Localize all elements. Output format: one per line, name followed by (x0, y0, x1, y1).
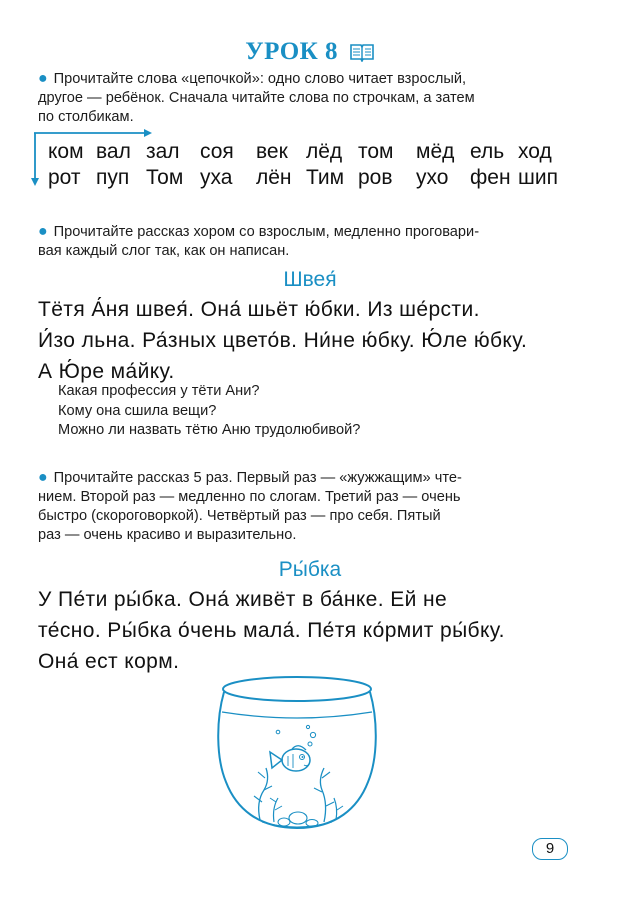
fish-bowl-illustration (212, 672, 382, 834)
word: том (358, 140, 394, 163)
lesson-title-text: УРОК 8 (245, 38, 339, 65)
bullet-icon: ● (38, 223, 48, 240)
word: лён (256, 166, 292, 189)
story-questions (58, 382, 360, 441)
word: пуп (96, 166, 130, 189)
bullet-icon: ● (38, 70, 48, 87)
question: Какая профессия у тёти Ани? (58, 383, 260, 399)
story-line: Тётя А́ня швея́. Она́ шьёт ю́бки. Из ше́рсти. (38, 298, 480, 321)
book-icon (349, 41, 375, 69)
task-instruction-1: ● Прочитайте слова «цепочкой»: одно слово читает взрослый, другое — ребёнок. Сначала читайте слова по строчкам, а затем по столбикам. (38, 70, 475, 125)
word: ход (518, 140, 552, 163)
story-line: те́сно. Ры́бка о́чень мала́. Пе́тя ко́рмит ры́бку. (38, 619, 505, 642)
word: Том (146, 166, 184, 189)
word: шип (518, 166, 558, 189)
story-title-rybka: Ры́бка (278, 558, 342, 581)
story-line: И́зо льна. Ра́зных цвето́в. Ни́не ю́бку. Ю́ле ю́бку. (38, 329, 528, 352)
story-shveya (38, 294, 578, 387)
bullet-icon: ● (38, 469, 48, 486)
question: Можно ли назвать тётю Аню трудолюбивой? (58, 422, 361, 438)
word: рот (48, 166, 81, 189)
word: ухо (416, 166, 449, 189)
page-number: 9 (532, 838, 568, 860)
story-rybka (38, 584, 578, 677)
word: ров (358, 166, 393, 189)
story-line: Она́ ест корм. (38, 650, 180, 673)
story-line: У Пе́ти ры́бка. Она́ живёт в ба́нке. Ей не (38, 588, 448, 611)
word: фен (470, 166, 511, 189)
word: Тим (306, 166, 345, 189)
word: уха (200, 166, 233, 189)
word: лёд (306, 140, 343, 163)
story-title-shveya: Швея́ (283, 268, 337, 291)
question: Кому она сшила вещи? (58, 402, 217, 419)
word: ель (470, 140, 505, 163)
story-line: А Ю́ре ма́йку. (38, 360, 175, 383)
word: ком (48, 140, 84, 163)
word: вал (96, 140, 131, 163)
word: соя (200, 140, 234, 163)
word: мёд (416, 140, 455, 163)
word: зал (146, 140, 180, 163)
lesson-title (0, 38, 620, 69)
task-instruction-2: ● Прочитайте рассказ хором со взрослым, медленно проговари- вая каждый слог так, как он написан. (38, 223, 480, 259)
word: век (256, 140, 288, 163)
task-instruction-3: ● Прочитайте рассказ 5 раз. Первый раз — «жужжащим» чте- нием. Второй раз — медленно по слогам. Третий раз — очень быстро (скороговоркой). Четвёртый раз — про себя. Пятый раз — очень красиво и выразительно. (38, 469, 462, 543)
